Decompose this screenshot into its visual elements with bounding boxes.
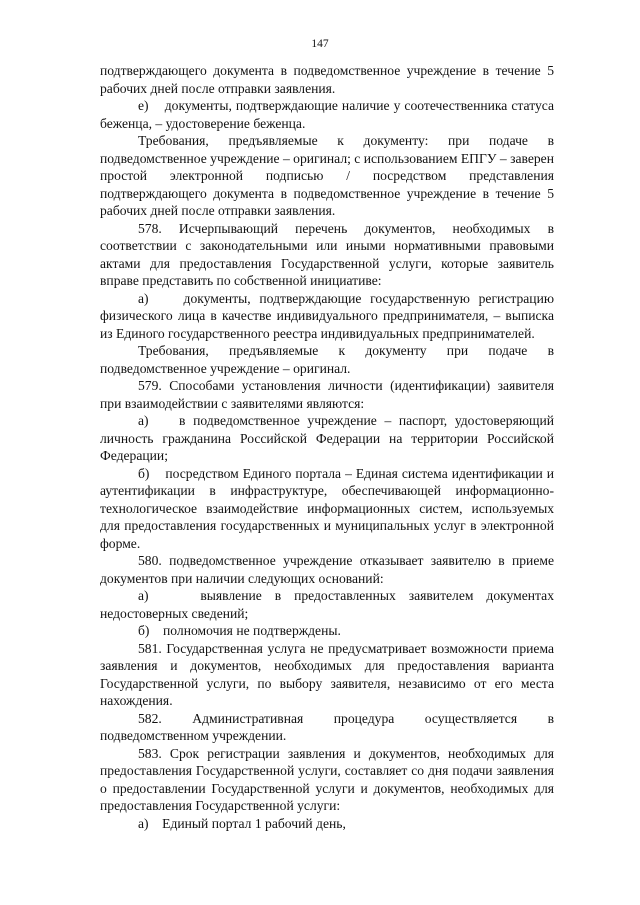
paragraph-581: 581. Государственная услуга не предусматривает возможности приема заявления и документов, необходимых для предоставления варианта Государственной услуги, по выбору заявителя, независимо от его места нахождения. [100, 640, 554, 708]
list-item-a: а) Единый портал 1 рабочий день, [138, 815, 346, 831]
page-number: 147 [311, 38, 329, 50]
paragraph: подтверждающего документа в подведомственное учреждение в течение 5 рабочих дней после отправки заявления. [100, 63, 554, 96]
list-item-b: б) полномочия не подтверждены. [138, 623, 341, 638]
paragraph-578: 578. Исчерпывающий перечень документов, необходимых в соответствии с законодательными или иными нормативными правовыми актами для предоставления Государственной услуги, которые заявитель вправе представить по собственной инициативе: [100, 220, 554, 288]
list-item-a: а) документы, подтверждающие государственную регистрацию физического лица в качестве индивидуального предпринимателя, – выписка из Единого государственного реестра индивидуальных предпринимателей. [100, 290, 554, 341]
list-item-b: б) посредством Единого портала – Единая система идентификации и аутентификации в инфраструктуре, обеспечивающей информационно-технологическое взаимодействие информационных систем, используемых для предоставления государственных и муниципальных услуг в электронной форме. [100, 465, 554, 551]
paragraph-583: 583. Срок регистрации заявления и документов, необходимых для предоставления Государственной услуги, составляет со дня подачи заявления о предоставлении Государственной услуги и документов, необходимых для предоставления Государственной услуги: [100, 745, 554, 813]
document-body [100, 62, 554, 832]
paragraph-580: 580. подведомственное учреждение отказывает заявителю в приеме документов при наличии следующих оснований: [100, 553, 554, 586]
list-item-a: а) в подведомственное учреждение – паспорт, удостоверяющий личность гражданина Российской Федерации на территории Российской Федерации; [100, 413, 554, 463]
paragraph-579: 579. Способами установления личности (идентификации) заявителя при взаимодействии с заявителями являются: [100, 378, 554, 411]
paragraph-582: 582. Административная процедура осуществляется в подведомственном учреждении. [100, 710, 554, 743]
paragraph: Требования, предъявляемые к документу при подаче в подведомственное учреждение – оригинал. [100, 343, 554, 376]
paragraph: Требования, предъявляемые к документу: при подаче в подведомственное учреждение – оригинал; с использованием ЕПГУ – заверен простой электронной подписью / посредством представления подтверждающего документа в подведомственное учреждение в течение 5 рабочих дней после отправки заявления. [100, 133, 554, 218]
list-item-a: а) выявление в предоставленных заявителем документах недостоверных сведений; [100, 588, 554, 621]
list-item-e: е) документы, подтверждающие наличие у соотечественника статуса беженца, – удостоверение беженца. [100, 98, 554, 131]
